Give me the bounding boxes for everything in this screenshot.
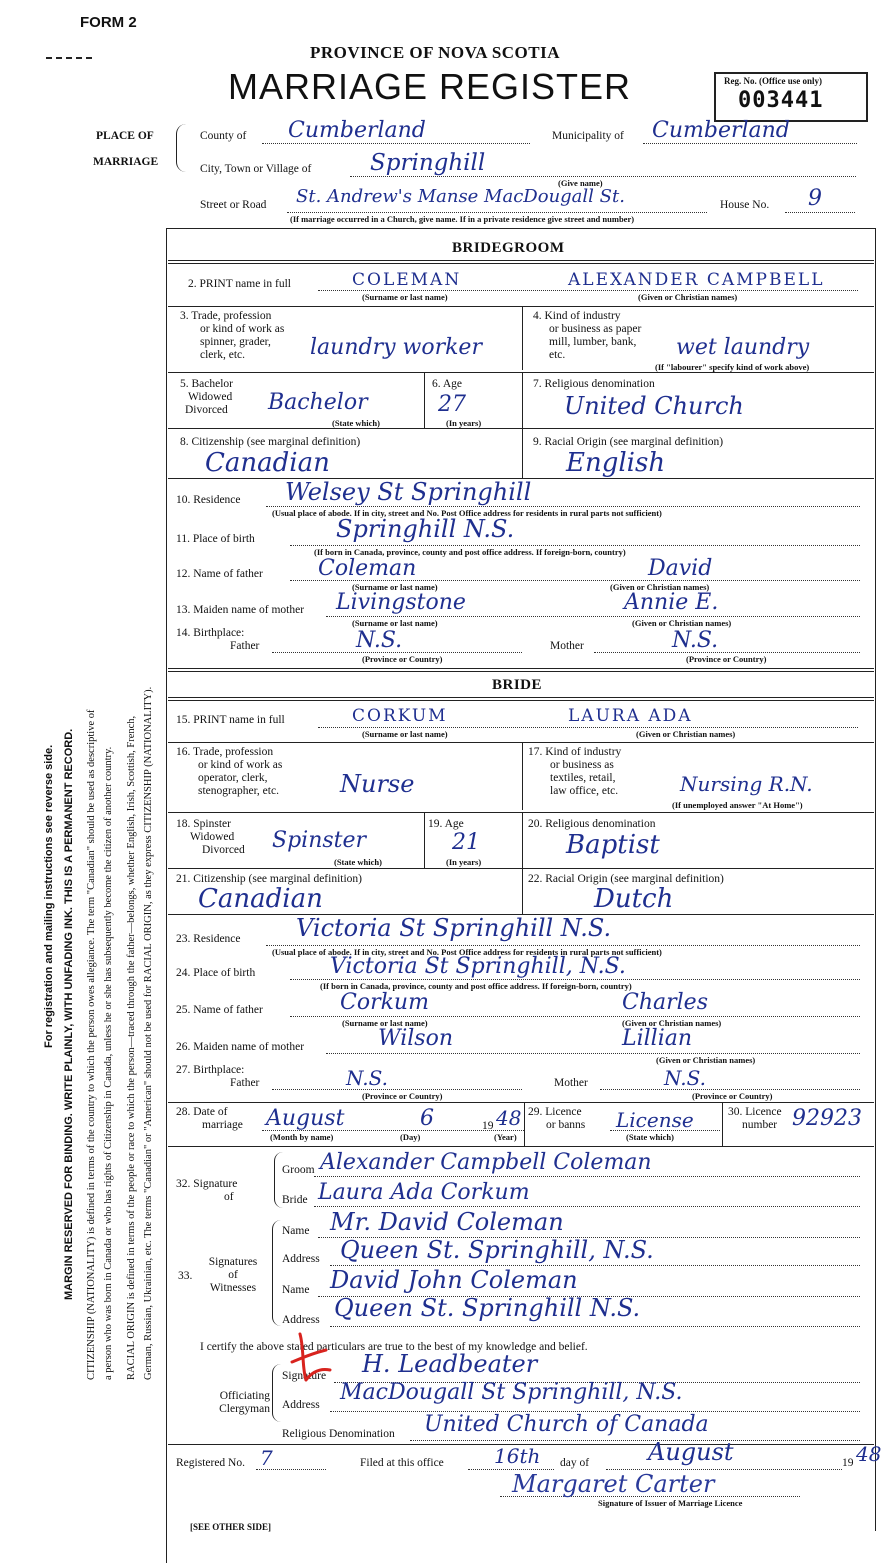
filed-year-prefix: 19 [842,1457,854,1469]
margin-citizenship-2: a person who was born in Canada or who has rights of Citizenship in Canada, unless he or she has subsequently become the citizen of another country. [103,746,114,1380]
bride-age-label: 19. Age [428,818,464,830]
marriage-month: August [266,1106,345,1131]
registered-number: 7 [260,1446,273,1470]
bride-trade-label: 16. Trade, profession or kind of work as operator, clerk, stenographer, etc. [176,746,283,797]
bride-bp-mother-caption: (Province or Country) [692,1091,773,1101]
bride-trade: Nurse [340,770,415,798]
reg-number-box [714,72,868,122]
groom-industry: wet laundry [676,335,810,360]
licence-number-label: 30. Licence number [728,1106,782,1131]
bride-citizenship: Canadian [198,884,323,914]
bride-mother-given-caption: (Given or Christian names) [656,1055,756,1065]
marriage-date-label: 28. Date of marriage [176,1106,243,1131]
groom-bp-mother: N.S. [672,628,719,653]
groom-father-given: David [648,556,713,581]
bride-birth-label: 24. Place of birth [176,967,256,979]
margin-instruction: For registration and mailing instructions see reverse side. [43,744,55,1048]
margin-racial-1: RACIAL ORIGIN is defined in terms of the people or race to which the person—traced through the father—belongs, whether English, Irish, Scottish, French, [126,715,137,1380]
groom-state-caption: (State which) [332,418,380,428]
groom-status: Bachelor [268,390,368,415]
bride-father-given: Charles [622,990,708,1015]
groom-mother-surname: Livingstone [336,590,466,615]
licence-value: License [616,1108,694,1132]
bride-status: Spinster [272,828,367,853]
place-heading-1: PLACE OF [96,130,154,142]
witness1-name: Mr. David Coleman [330,1208,564,1236]
bride-given-caption: (Given or Christian names) [636,729,736,739]
bride-signature: Laura Ada Corkum [318,1180,530,1205]
bride-birth: Victoria St Springhill, N.S. [330,954,626,979]
bride-father-given-caption: (Given or Christian names) [622,1018,722,1028]
document-title: MARRIAGE REGISTER [228,66,632,107]
licence-label: 29. Licence or banns [528,1106,586,1131]
bride-mother-label: 26. Maiden name of mother [176,1041,305,1053]
day-of-label: day of [560,1457,590,1469]
witness1-address-label: Address [282,1253,320,1265]
groom-religion-label: 7. Religious denomination [533,378,655,390]
groom-residence: Welsey St Springhill [285,478,532,506]
witness1-address: Queen St. Springhill, N.S. [340,1236,654,1264]
marriage-day: 6 [420,1106,434,1131]
bride-racial: Dutch [594,884,674,914]
marriage-year-prefix: 19 [482,1120,494,1132]
groom-residence-label: 10. Residence [176,494,241,506]
marriage-year-caption: (Year) [494,1132,517,1142]
place-heading-2: MARRIAGE [93,156,159,168]
bride-heading: BRIDE [492,677,543,693]
licence-number: 92923 [792,1106,862,1131]
groom-given-caption: (Given or Christian names) [638,292,738,302]
bride-state-caption: (State which) [334,857,382,867]
bride-surname: CORKUM [352,706,448,726]
city-value: Springhill [370,150,486,176]
bride-mother-surname: Wilson [378,1026,454,1051]
licence-caption: (State which) [626,1132,674,1142]
street-note: (If marriage occurred in a Church, give name. If in a private residence give street and number) [290,214,635,224]
bride-residence-caption: (Usual place of abode. If in city, street and No. Post Office address for residents in rural parts not sufficient) [272,947,662,957]
issuer-signature: Margaret Carter [512,1470,715,1498]
margin-citizenship-1: CITIZENSHIP (NATIONALITY) is defined in terms of the country to which the person owes allegiance. The term "Canadian" should be used as descriptive of [86,709,97,1380]
bride-bp-mother: N.S. [664,1066,706,1090]
clergy-denomination-label: Religious Denomination [282,1428,395,1440]
groom-age: 27 [438,392,466,417]
binding-mark [46,57,92,59]
bride-bp-father: N.S. [346,1066,388,1090]
house-value: 9 [808,186,822,211]
groom-trade-label: 3. Trade, profession or kind of work as spinner, grader, clerk, etc. [180,310,285,361]
bride-religion-label: 20. Religious denomination [528,818,656,830]
groom-mother-given: Annie E. [624,590,719,615]
place-brace [176,124,187,172]
groom-mother-surname-caption: (Surname or last name) [352,618,438,628]
street-label: Street or Road [200,199,267,211]
groom-citizenship: Canadian [205,448,330,478]
groom-racial: English [566,448,666,478]
bride-bp-mother-label: Mother [554,1077,588,1089]
county-value: Cumberland [288,118,426,143]
witness2-name-label: Name [282,1284,310,1296]
marriage-year: 48 [496,1106,522,1130]
groom-sig-label: Groom [282,1164,315,1176]
bride-sig-label: Bride [282,1194,308,1206]
bride-residence: Victoria St Springhill N.S. [296,914,612,942]
bride-birth-caption: (If born in Canada, province, county and post office address. If foreign-born, country) [320,981,632,991]
bride-surname-caption: (Surname or last name) [362,729,448,739]
municipality-label: Municipality of [552,130,624,142]
house-label: House No. [720,199,770,211]
groom-industry-caption: (If "labourer" specify kind of work above) [655,362,810,372]
province-heading: PROVINCE OF NOVA SCOTIA [310,43,561,62]
filed-day: 16th [494,1444,541,1468]
groom-bp-mother-label: Mother [550,640,584,652]
witness2-name: David John Coleman [330,1266,578,1294]
groom-religion: United Church [564,392,744,420]
bride-industry-label: 17. Kind of industry or business as textiles, retail, law office, etc. [528,746,622,797]
groom-years-caption: (In years) [446,418,482,428]
bride-status-label: 18. Spinster Widowed Divorced [176,818,245,856]
groom-surname-caption: (Surname or last name) [362,292,448,302]
county-label: County of [200,130,247,142]
filed-month: August [648,1438,734,1466]
bride-given: LAURA ADA [568,706,693,726]
groom-bp-father-caption: (Province or Country) [362,654,443,664]
groom-age-label: 6. Age [432,378,463,390]
groom-father-surname-caption: (Surname or last name) [352,582,438,592]
groom-father-given-caption: (Given or Christian names) [610,582,710,592]
registered-label: Registered No. [176,1457,245,1469]
municipality-value: Cumberland [652,118,790,143]
groom-industry-label: 4. Kind of industry or business as paper mill, lumber, bank, etc. [533,310,642,361]
groom-birthplace-label: 14. Birthplace: [176,627,245,639]
witness2-address: Queen St. Springhill N.S. [334,1294,641,1322]
groom-name-label: 2. PRINT name in full [188,278,291,290]
red-check-mark [286,1328,334,1388]
clergy-address-label: Address [282,1399,320,1411]
bride-industry-caption: (If unemployed answer "At Home") [672,800,803,810]
clergy-signature: H. Leadbeater [362,1350,538,1378]
groom-birth-caption: (If born in Canada, province, county and post office address. If foreign-born, country) [314,547,626,557]
groom-citizenship-label: 8. Citizenship (see marginal definition) [180,436,361,448]
bride-years-caption: (In years) [446,857,482,867]
bride-bp-father-caption: (Province or Country) [362,1091,443,1101]
city-label: City, Town or Village of [200,163,312,175]
bride-racial-label: 22. Racial Origin (see marginal definition) [528,873,724,885]
reg-number: 003441 [738,88,824,113]
groom-signature: Alexander Campbell Coleman [320,1150,652,1175]
groom-mother-label: 13. Maiden name of mother [176,604,305,616]
groom-mother-given-caption: (Given or Christian names) [632,618,732,628]
filed-year: 48 [856,1442,882,1466]
clergy-address: MacDougall St Springhill, N.S. [340,1380,683,1405]
groom-bp-father-label: Father [230,640,260,652]
groom-status-label: 5. Bachelor Widowed Divorced [180,378,234,416]
bridegroom-heading: BRIDEGROOM [452,240,565,256]
margin-racial-2: German, Russian, Ukrainian, etc. The terms "Canadian" or "American" should not be used for RACIAL ORIGIN, as they express CITIZENSHIP (NATIONALITY). [143,686,154,1380]
bride-mother-given: Lillian [622,1026,693,1051]
bride-birthplace-label: 27. Birthplace: [176,1064,245,1076]
bride-industry: Nursing R.N. [680,772,813,796]
groom-father-label: 12. Name of father [176,568,263,580]
groom-surname: COLEMAN [352,270,462,290]
bride-bp-father-label: Father [230,1077,260,1089]
certify-statement: I certify the above stated particulars are true to the best of my knowledge and belief. [200,1341,588,1353]
groom-birth: Springhill N.S. [336,515,515,543]
witness1-name-label: Name [282,1225,310,1237]
marriage-month-caption: (Month by name) [270,1132,334,1142]
reg-number-label: Reg. No. (Office use only) [724,76,822,86]
witness-number: 33. [178,1270,193,1282]
groom-residence-caption: (Usual place of abode. If in city, street and No. Post Office address for residents in rural parts not sufficient) [272,508,662,518]
bride-father-surname-caption: (Surname or last name) [342,1018,428,1028]
margin-binding-notice: MARGIN RESERVED FOR BINDING. WRITE PLAINLY, WITH UNFADING INK. THIS IS A PERMANENT RECORD. [63,728,75,1300]
clergy-sig-label: Signature [282,1370,327,1382]
bride-name-label: 15. PRINT name in full [176,714,285,726]
clergy-denomination: United Church of Canada [424,1412,709,1437]
bride-religion: Baptist [566,830,660,860]
marriage-day-caption: (Day) [400,1132,421,1142]
witnesses-label: Signatures of Witnesses [208,1256,258,1294]
street-value: St. Andrew's Manse MacDougall St. [296,186,625,207]
groom-father-surname: Coleman [318,556,417,581]
groom-bp-mother-caption: (Province or Country) [686,654,767,664]
bride-residence-label: 23. Residence [176,933,241,945]
bride-citizenship-label: 21. Citizenship (see marginal definition) [176,873,362,885]
filed-label: Filed at this office [360,1457,444,1469]
issuer-caption: Signature of Issuer of Marriage Licence [598,1498,743,1508]
groom-racial-label: 9. Racial Origin (see marginal definition) [533,436,724,448]
bride-age: 21 [452,830,480,855]
groom-bp-father: N.S. [356,628,403,653]
bride-father-label: 25. Name of father [176,1004,263,1016]
clergy-label: Officiating Clergyman [219,1390,270,1415]
witness2-address-label: Address [282,1314,320,1326]
groom-birth-label: 11. Place of birth [176,533,255,545]
signature-label: 32. Signature of [176,1178,238,1203]
see-other-side: [SEE OTHER SIDE] [190,1522,272,1532]
groom-given: ALEXANDER CAMPBELL [568,270,825,290]
bride-father-surname: Corkum [340,990,429,1015]
groom-trade: laundry worker [310,335,482,360]
give-name-caption: (Give name) [558,178,603,188]
form-number: FORM 2 [80,14,137,31]
